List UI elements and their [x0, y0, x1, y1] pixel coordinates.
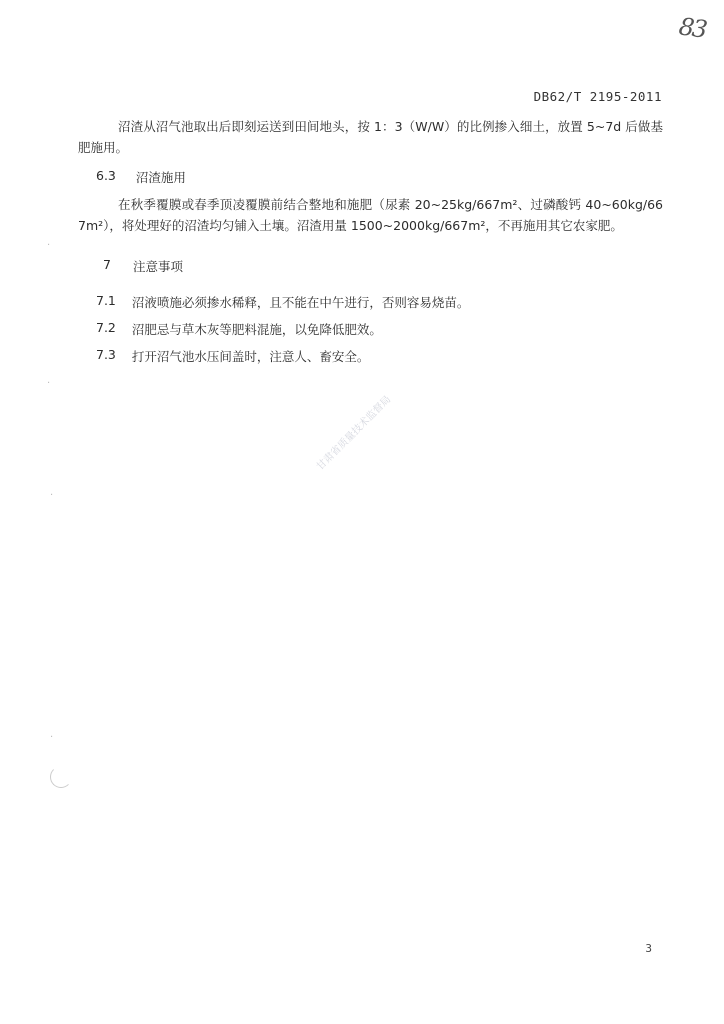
- standard-number-header: DB62/T 2195-2011: [533, 89, 662, 104]
- list-item: [96, 320, 382, 338]
- section-number: 7: [103, 257, 111, 272]
- item-text: 沼液喷施必须掺水稀释，且不能在中午进行，否则容易烧苗。: [131, 295, 470, 310]
- item-text: 沼肥忌与草木灰等肥料混施，以免降低肥效。: [131, 322, 382, 337]
- scan-ring-mark: [50, 766, 72, 788]
- list-item: [96, 293, 469, 311]
- page-number: 3: [645, 942, 652, 955]
- section-6-3-paragraph: 在秋季覆膜或春季顶凌覆膜前结合整地和施肥（尿素 20~25kg/667m²、过磷酸钙 40~60kg/667m²），将处理好的沼渣均匀铺入土壤。沼渣用量 1500~2000kg/667m²，不再施用其它农家肥。: [78, 197, 663, 233]
- section-title: 注意事项: [133, 259, 184, 274]
- section-7-heading: [103, 257, 183, 275]
- section-6-3-heading: [96, 168, 186, 186]
- section-title: 沼渣施用: [135, 170, 186, 185]
- scan-mark: ·: [47, 240, 51, 251]
- item-number: 7.2: [96, 320, 116, 335]
- scan-mark: ·: [47, 378, 51, 389]
- item-number: 7.1: [96, 293, 116, 308]
- item-text: 打开沼气池水压间盖时，注意人、畜安全。: [131, 349, 370, 364]
- scan-mark: ·: [50, 490, 54, 501]
- section-number: 6.3: [96, 168, 116, 183]
- handwritten-page-number: 83: [677, 12, 708, 44]
- watermark: 甘肃省质量技术监督局: [314, 394, 394, 473]
- scan-mark: ·: [50, 732, 54, 743]
- item-number: 7.3: [96, 347, 116, 362]
- continued-paragraph: 沼渣从沼气池取出后即刻运送到田间地头，按 1：3（W/W）的比例掺入细土，放置 5~7d 后做基肥施用。: [78, 119, 663, 155]
- list-item: [96, 347, 369, 365]
